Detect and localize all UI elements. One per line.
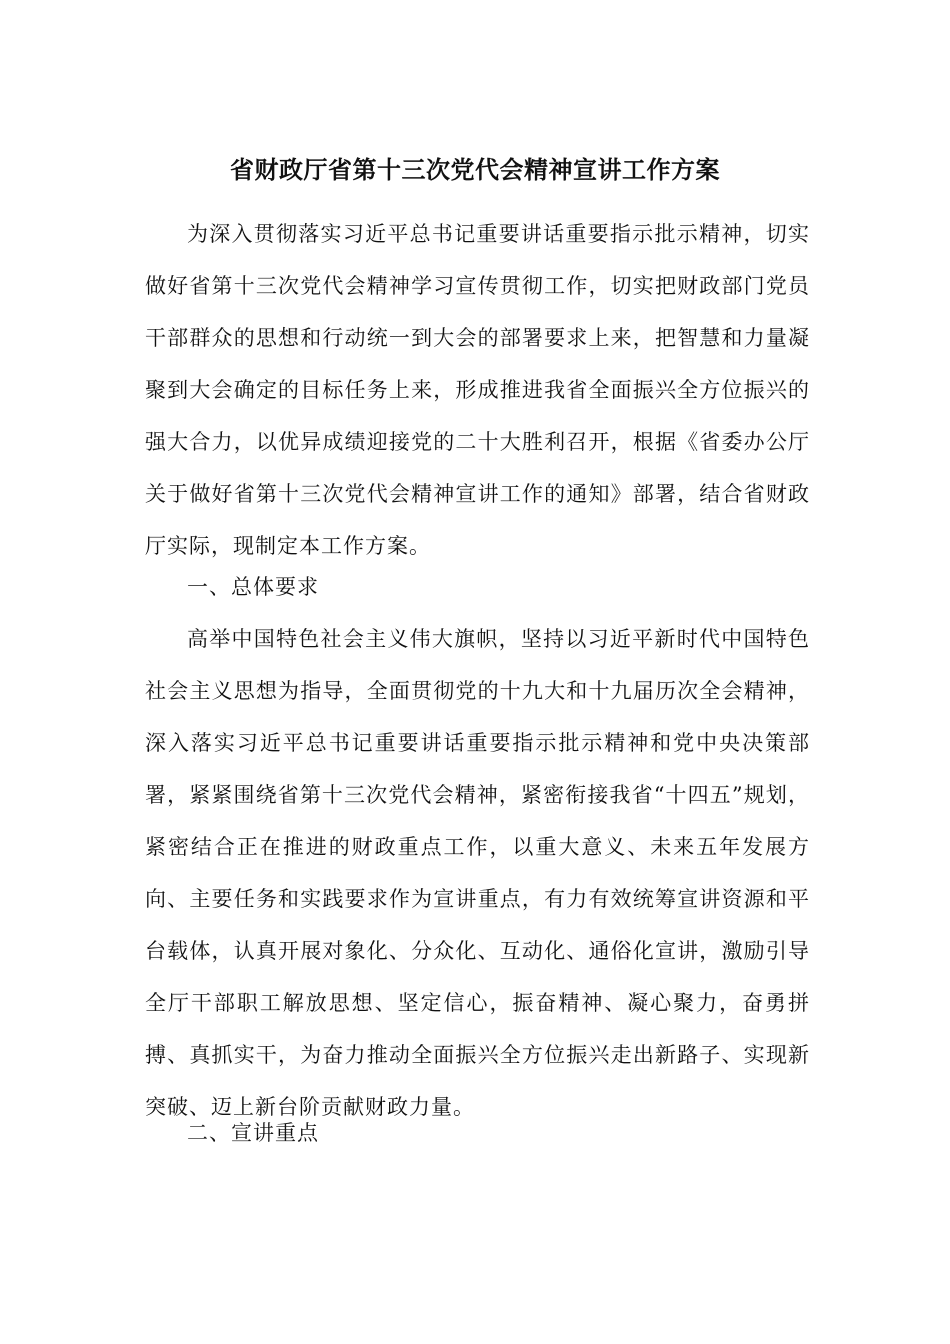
document-title: 省财政厅省第十三次党代会精神宣讲工作方案 (230, 155, 720, 184)
section-heading-key-points: 二、宣讲重点 (187, 1121, 319, 1145)
section-heading-overall-requirements: 一、总体要求 (187, 575, 319, 599)
overall-requirements-paragraph: 高举中国特色社会主义伟大旗帜，坚持以习近平新时代中国特色社会主义思想为指导，全面贯彻党的十九大和十九届历次全会精神，深入落实习近平总书记重要讲话重要指示批示精神和党中央决策部署，紧紧围绕省第十三次党代会精神，紧密衔接我省“十四五”规划，紧密结合正在推进的财政重点工作，以重大意义、未来五年发展方向、主要任务和实践要求作为宣讲重点，有力有效统筹宣讲资源和平台载体，认真开展对象化、分众化、互动化、通俗化宣讲，激励引导全厅干部职工解放思想、坚定信心，振奋精神、凝心聚力，奋勇拼搏、真抓实干，为奋力推动全面振兴全方位振兴走出新路子、实现新突破、迈上新台阶贡献财政力量。 (145, 627, 810, 1119)
intro-paragraph: 为深入贯彻落实习近平总书记重要讲话重要指示批示精神，切实做好省第十三次党代会精神学习宣传贯彻工作，切实把财政部门党员干部群众的思想和行动统一到大会的部署要求上来，把智慧和力量凝聚到大会确定的目标任务上来，形成推进我省全面振兴全方位振兴的强大合力，以优异成绩迎接党的二十大胜利召开，根据《省委办公厅关于做好省第十三次党代会精神宣讲工作的通知》部署，结合省财政厅实际，现制定本工作方案。 (145, 222, 810, 558)
